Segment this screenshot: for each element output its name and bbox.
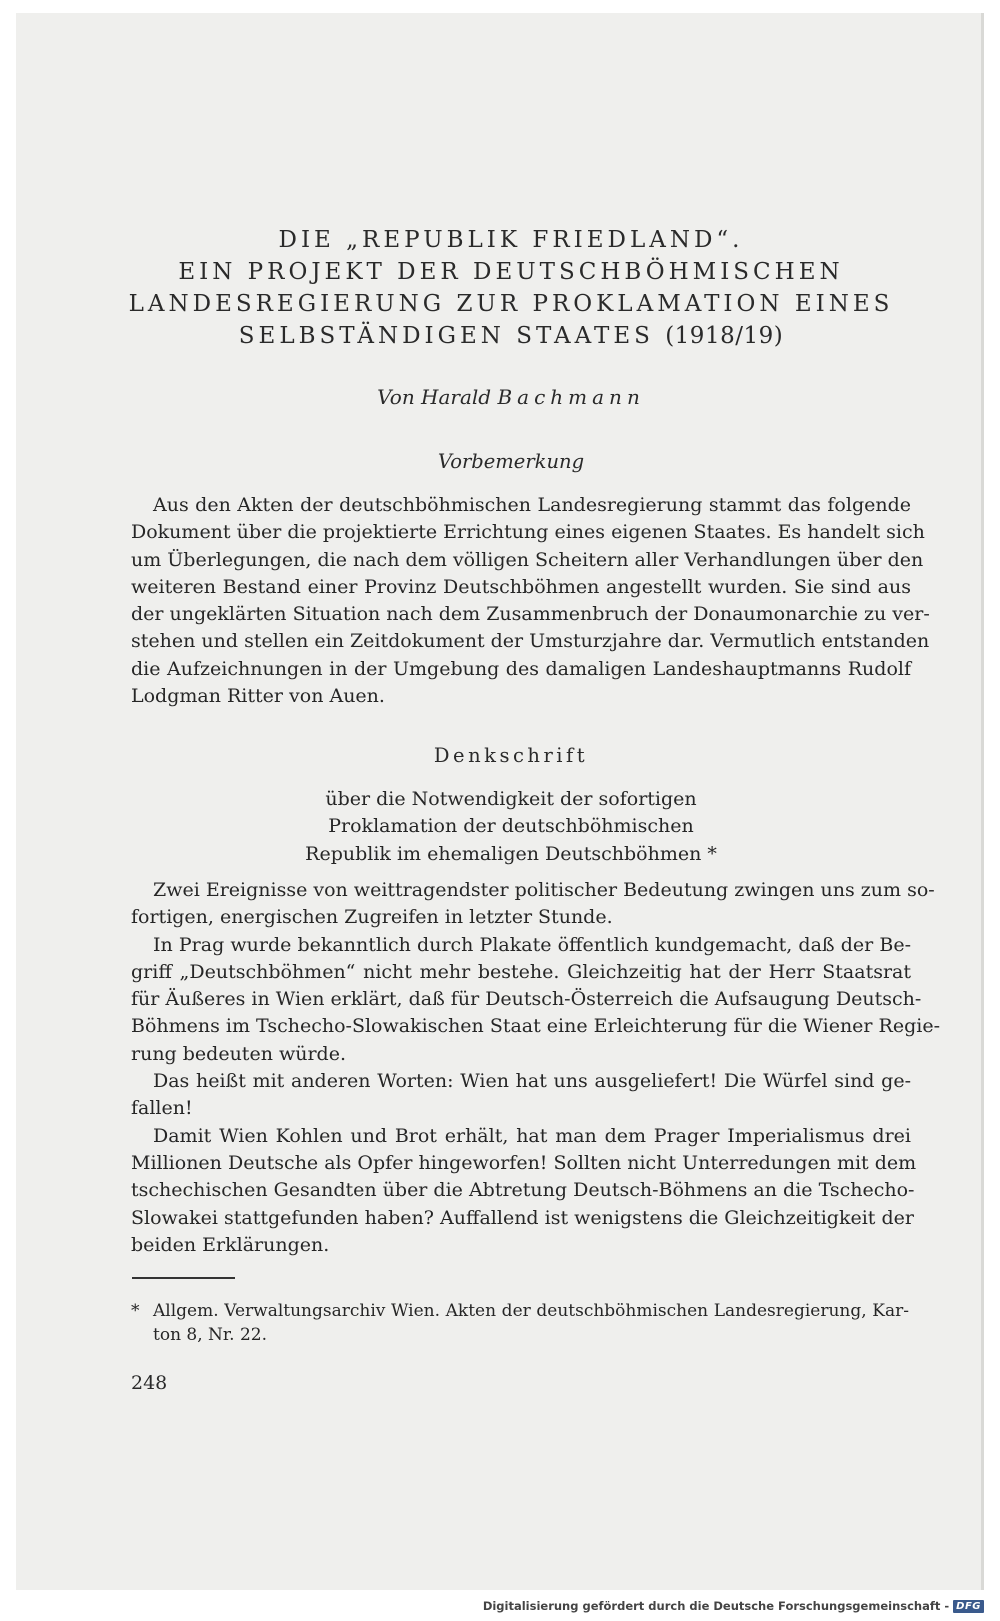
memo-line: griff „Deutschböhmen“ nicht mehr bestehe. Gleichzeitig hat der Herr Staatsrat xyxy=(131,960,911,983)
memo-body xyxy=(131,877,940,1259)
memo-line: Slowakei stattgefunden haben? Auffallend ist wenigstens die Gleichzeitigkeit der xyxy=(131,1206,914,1229)
memo-line: Das heißt mit anderen Worten: Wien hat uns ausgeliefert! Die Würfel sind ge- xyxy=(153,1070,911,1093)
preface-line: weiteren Bestand einer Provinz Deutschböhmen angestellt wurden. Sie sind aus xyxy=(131,575,911,598)
memo-line: fortigen, energischen Zugreifen in letzter Stunde. xyxy=(131,906,613,929)
memo-subtitle-line: Proklamation der deutschböhmischen xyxy=(328,815,694,838)
author-byline xyxy=(116,385,906,409)
preface-line: Dokument über die projektierte Errichtung eines eigenen Staates. Es handelt sich xyxy=(131,521,925,544)
memo-line: In Prag wurde bekanntlich durch Plakate öffentlich kundgemacht, daß der Be- xyxy=(153,933,911,956)
memo-line: beiden Erklärungen. xyxy=(131,1233,330,1256)
preface-line: Aus den Akten der deutschböhmischen Landesregierung stammt das folgende xyxy=(153,494,911,516)
title-line-4 xyxy=(116,320,906,352)
footnote-mark: * xyxy=(131,1301,140,1321)
title-line-4-text: SELBSTÄNDIGEN STAATES xyxy=(238,323,654,349)
title-line-3: LANDESREGIERUNG ZUR PROKLAMATION EINES xyxy=(128,291,894,317)
footnote-line-2: ton 8, Nr. 22. xyxy=(153,1325,268,1345)
memo-subtitle xyxy=(116,786,906,868)
footnote-text-1: Allgem. Verwaltungsarchiv Wien. Akten der deutschböhmischen Landesregierung, Kar- xyxy=(153,1301,909,1321)
preface-line: die Aufzeichnungen in der Umgebung des damaligen Landeshauptmanns Rudolf xyxy=(131,657,911,680)
preface-paragraph xyxy=(131,492,930,710)
title-year: (1918/19) xyxy=(665,323,784,349)
memo-line: Damit Wien Kohlen und Brot erhält, hat man dem Prager Imperialismus drei xyxy=(153,1124,911,1147)
footnote xyxy=(131,1299,909,1347)
byline-prefix: Von Harald xyxy=(377,385,498,409)
memo-line: Millionen Deutsche als Opfer hingeworfen! Sollten nicht Unterredungen mit dem xyxy=(131,1151,917,1174)
preface-heading: Vorbemerkung xyxy=(437,450,585,473)
scanned-page xyxy=(16,13,984,1590)
preface-line: Lodgman Ritter von Auen. xyxy=(131,685,385,708)
digitization-credit xyxy=(483,1596,984,1616)
memo-line: Zwei Ereignisse von weittragendster politischer Bedeutung zwingen uns zum so- xyxy=(153,879,935,901)
title-line-1: DIE „REPUBLIK FRIEDLAND“. xyxy=(278,227,744,253)
preface-line: stehen und stellen ein Zeitdokument der Umsturzjahre dar. Vermutlich entstanden xyxy=(131,630,930,653)
credit-text: Digitalisierung gefördert durch die Deutsche Forschungsgemeinschaft - xyxy=(482,1599,950,1613)
memo-subtitle-line: Republik im ehemaligen Deutschböhmen * xyxy=(305,842,717,865)
author-surname: Bachmann xyxy=(497,385,645,409)
memo-line: fallen! xyxy=(131,1097,193,1120)
memo-line: tschechischen Gesandten über die Abtretung Deutsch-Böhmens an die Tschecho- xyxy=(131,1179,915,1202)
footnote-line-1 xyxy=(131,1299,909,1323)
footnote-divider xyxy=(132,1277,235,1279)
memo-line: Böhmens im Tschecho-Slowakischen Staat eine Erleichterung für die Wiener Regie- xyxy=(131,1015,940,1038)
memo-line: für Äußeres in Wien erklärt, daß für Deutsch-Österreich die Aufsaugung Deutsch- xyxy=(131,988,922,1011)
preface-line: der ungeklärten Situation nach dem Zusammenbruch der Donaumonarchie zu ver- xyxy=(131,603,930,626)
page-number: 248 xyxy=(131,1372,168,1394)
dfg-logo: DFG xyxy=(953,1600,984,1613)
title-line-2: EIN PROJEKT DER DEUTSCHBÖHMISCHEN xyxy=(178,259,844,285)
article-title xyxy=(116,224,906,352)
memo-subtitle-line: über die Notwendigkeit der sofortigen xyxy=(325,788,697,810)
page-content xyxy=(16,13,984,1590)
memo-heading: Denkschrift xyxy=(433,744,589,767)
preface-line: um Überlegungen, die nach dem völligen Scheitern aller Verhandlungen über den xyxy=(131,548,924,571)
memo-line: rung bedeuten würde. xyxy=(131,1042,346,1065)
